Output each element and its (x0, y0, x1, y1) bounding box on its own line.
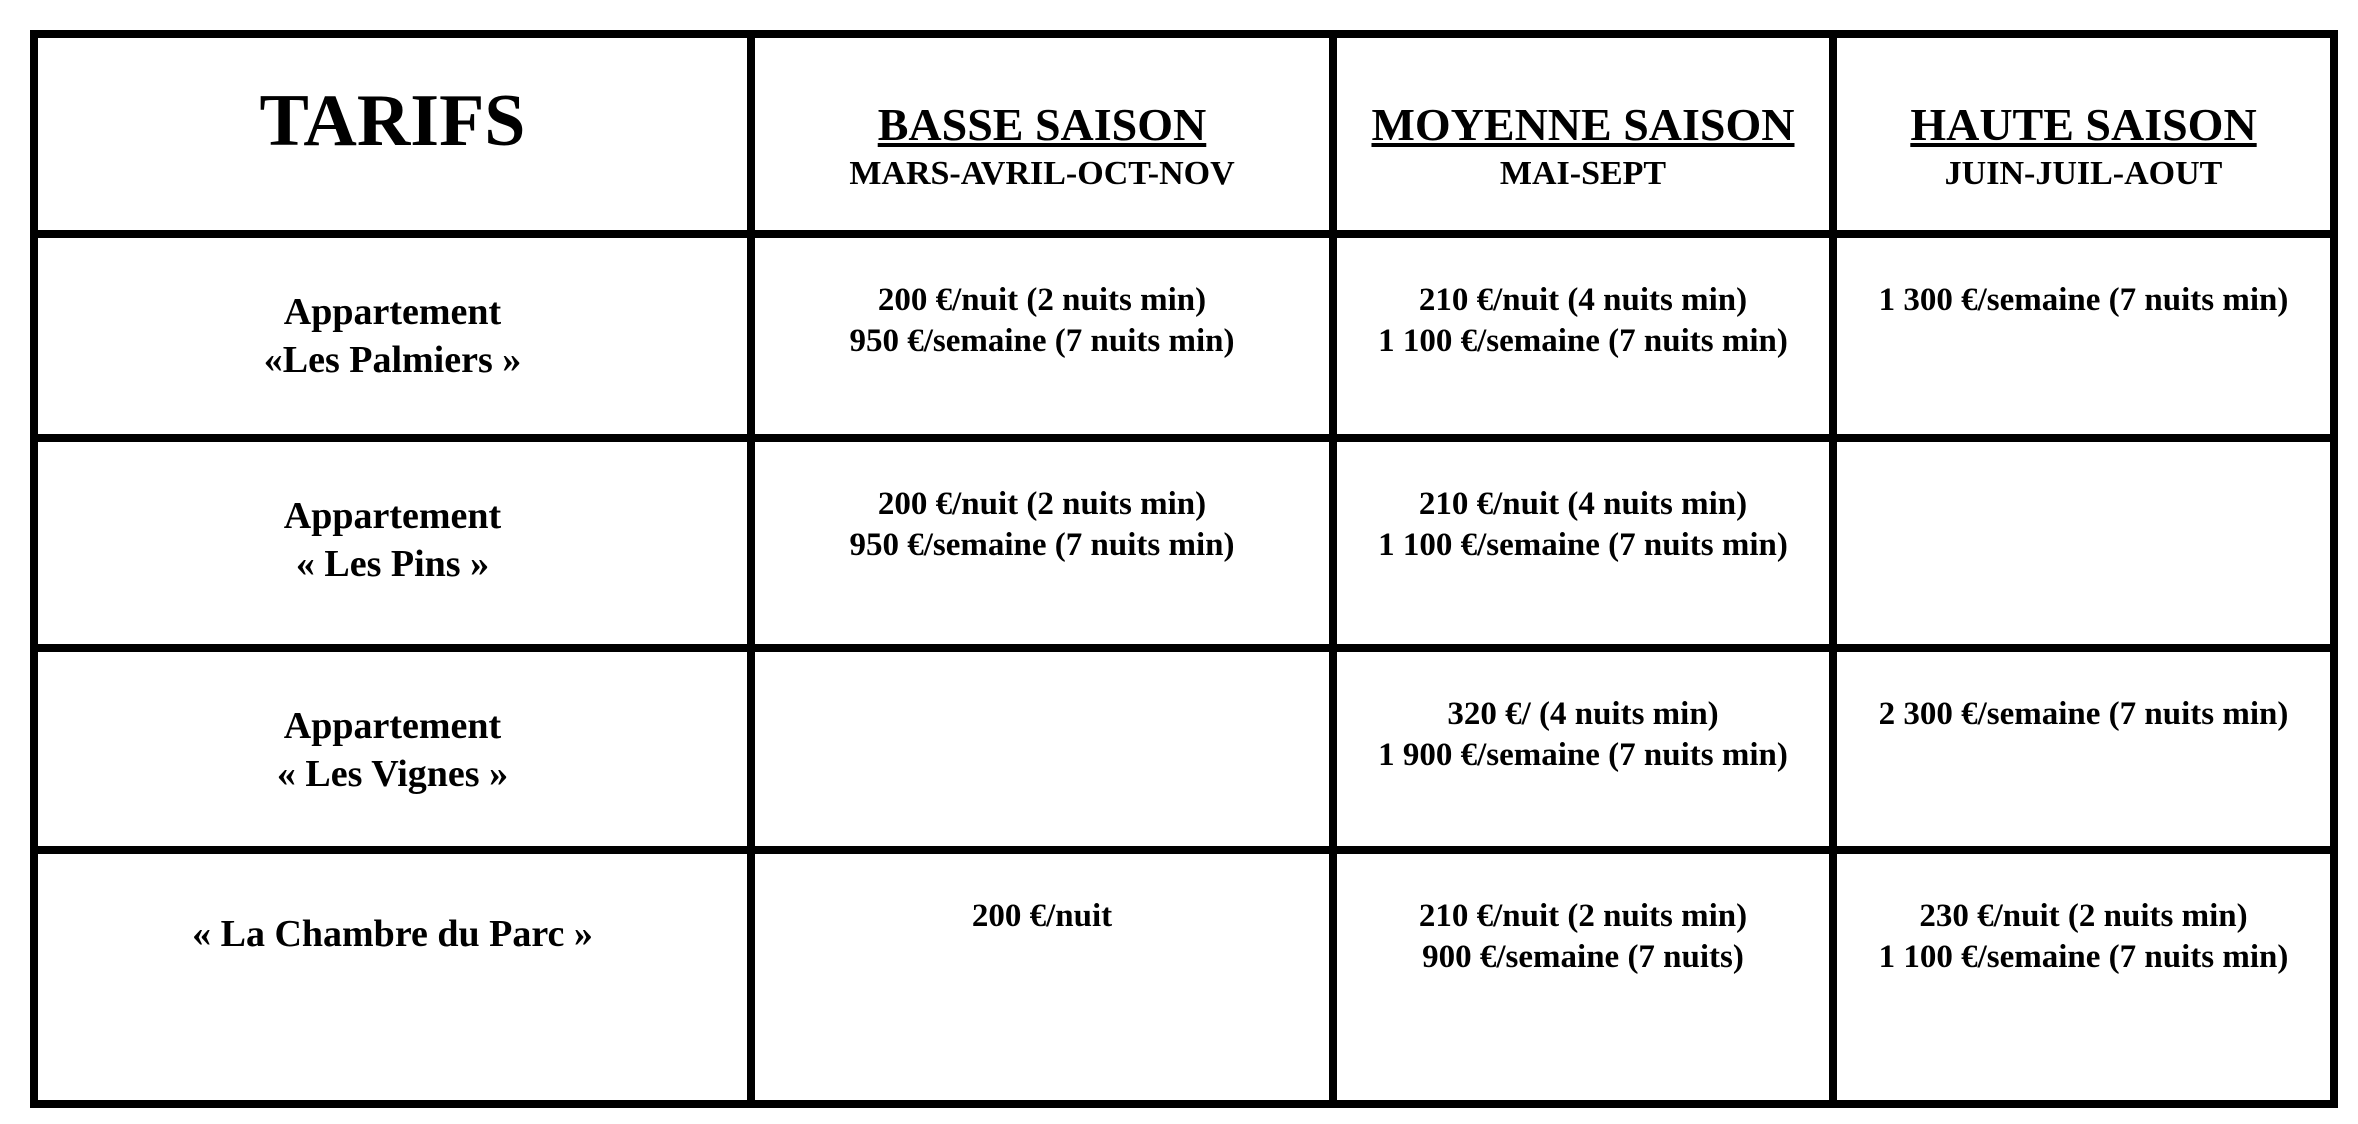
season-header-haute (1833, 34, 2334, 234)
accommodation-label: « Les Vignes » (276, 753, 509, 795)
accommodation-label: « La Chambre du Parc » (192, 913, 593, 955)
price-moyenne (1333, 438, 1833, 648)
table-row (34, 850, 2334, 1104)
price-haute (1833, 850, 2334, 1104)
price-line: 320 €/ (4 nuits min) (1447, 696, 1719, 732)
tariff-table (30, 30, 2338, 1108)
price-line: 1 300 €/semaine (7 nuits min) (1878, 282, 2289, 318)
season-header-basse (751, 34, 1333, 234)
accommodation-name (34, 438, 751, 648)
price-basse (751, 850, 1333, 1104)
price-line: 230 €/nuit (2 nuits min) (1919, 898, 2248, 934)
season-months: JUIN-JUIL-AOUT (1944, 155, 2223, 192)
accommodation-type: Appartement (283, 291, 502, 333)
price-moyenne (1333, 850, 1833, 1104)
price-line: 210 €/nuit (2 nuits min) (1418, 898, 1748, 934)
price-line: 950 €/semaine (7 nuits min) (849, 527, 1235, 563)
season-months: MARS-AVRIL-OCT-NOV (849, 155, 1235, 192)
price-basse (751, 648, 1333, 850)
title-cell (34, 34, 751, 234)
accommodation-label: «Les Palmiers » (263, 339, 522, 381)
table-row (34, 648, 2334, 850)
price-line: 900 €/semaine (7 nuits) (1422, 939, 1744, 975)
header-row (34, 34, 2334, 234)
accommodation-name (34, 850, 751, 1104)
season-name: MOYENNE SAISON (1371, 99, 1795, 150)
price-haute (1833, 234, 2334, 438)
price-line: 1 100 €/semaine (7 nuits min) (1878, 939, 2289, 975)
season-months: MAI-SEPT (1499, 155, 1667, 192)
price-basse (751, 438, 1333, 648)
price-line: 2 300 €/semaine (7 nuits min) (1878, 696, 2289, 732)
price-line: 1 900 €/semaine (7 nuits min) (1378, 737, 1788, 773)
price-line: 210 €/nuit (4 nuits min) (1418, 282, 1748, 318)
price-line: 200 €/nuit (2 nuits min) (877, 486, 1207, 522)
accommodation-label: « Les Pins » (295, 543, 490, 585)
accommodation-name (34, 234, 751, 438)
season-name: BASSE SAISON (877, 99, 1207, 150)
accommodation-type: Appartement (283, 495, 502, 537)
price-line: 950 €/semaine (7 nuits min) (849, 323, 1235, 359)
page-title: TARIFS (259, 80, 526, 162)
accommodation-type: Appartement (283, 705, 502, 747)
price-line: 1 100 €/semaine (7 nuits min) (1378, 527, 1788, 563)
price-line: 1 100 €/semaine (7 nuits min) (1378, 323, 1788, 359)
price-line: 200 €/nuit (2 nuits min) (877, 282, 1207, 318)
season-name: HAUTE SAISON (1910, 99, 2257, 150)
season-header-moyenne (1333, 34, 1833, 234)
price-haute (1833, 648, 2334, 850)
price-basse (751, 234, 1333, 438)
accommodation-name (34, 648, 751, 850)
table-row (34, 438, 2334, 648)
price-line: 200 €/nuit (971, 898, 1113, 934)
price-haute (1833, 438, 2334, 648)
price-moyenne (1333, 648, 1833, 850)
price-moyenne (1333, 234, 1833, 438)
price-line: 210 €/nuit (4 nuits min) (1418, 486, 1748, 522)
table-row (34, 234, 2334, 438)
